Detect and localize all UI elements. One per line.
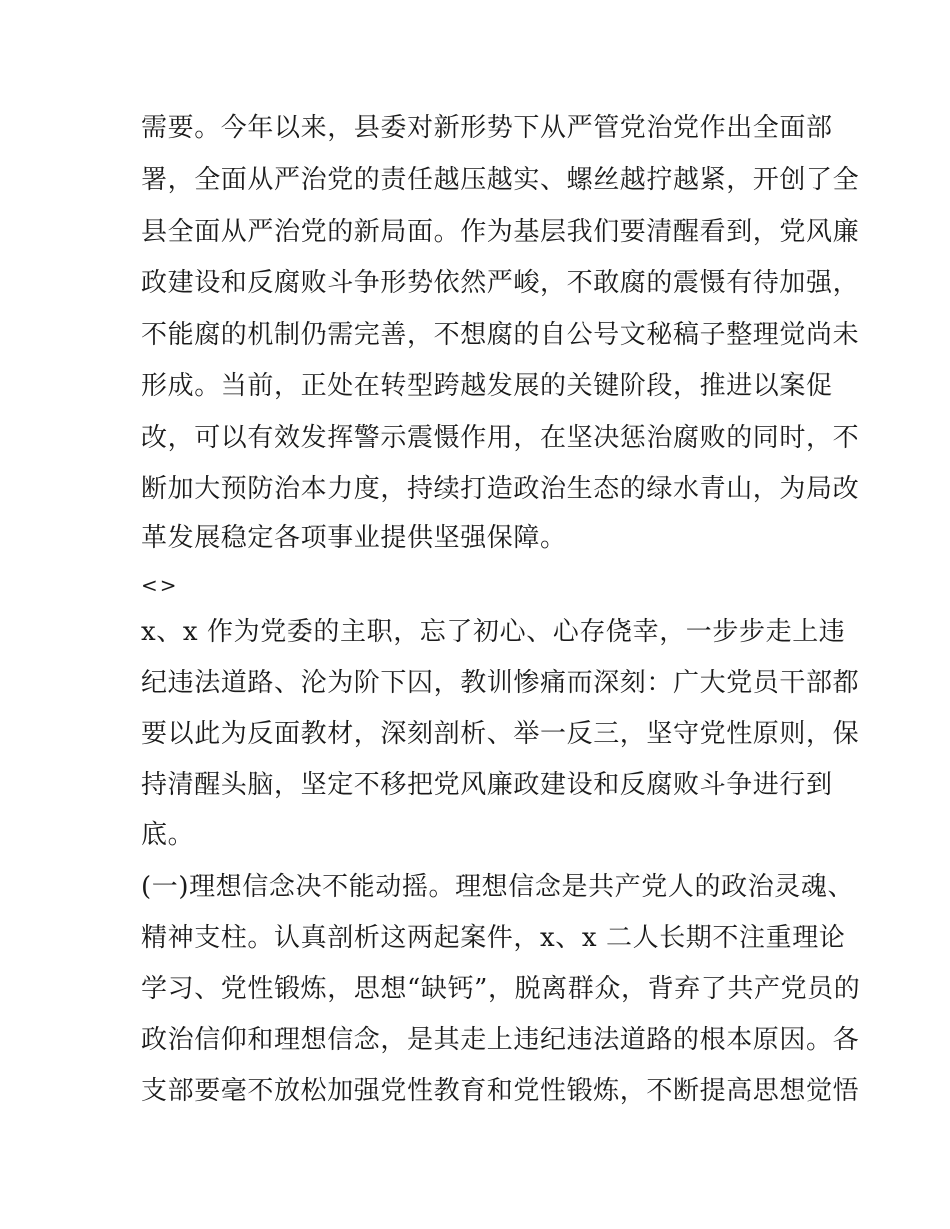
placeholder-marker: <> [141,573,179,597]
text-line: 学习、党性锻炼，思想“缺钙”，脱离群众，背弃了共产党员的 [141,974,861,1004]
text-line: 县全面从严治党的新局面。作为基层我们要清醒看到，党风廉 [141,217,860,247]
text-line: 断加大预防治本力度，持续打造政治生态的绿水青山，为局改 [141,474,860,504]
text-line: 精神支柱。认真剖析这两起案件，x、x 二人长期不注重理论 [141,923,846,953]
text-line: 底。 [141,820,195,850]
section-heading-line: (一)理想信念决不能动摇。理想信念是共产党人的政治灵魂、 [141,872,855,902]
text-line: 持清醒头脑，坚定不移把党风廉政建设和反腐败斗争进行到 [141,770,833,800]
text-line: 不能腐的机制仍需完善，不想腐的自公号文秘稿子整理觉尚未 [141,320,860,350]
text-line: 革发展稳定各项事业提供坚强保障。 [141,523,567,553]
text-line: 改，可以有效发挥警示震慑作用，在坚决惩治腐败的同时，不 [141,423,860,453]
text-line: 需要。今年以来，县委对新形势下从严管党治党作出全面部 [141,113,833,143]
text-line: 署，全面从严治党的责任越压越实、螺丝越拧越紧，开创了全 [141,165,860,195]
text-line: 形成。当前，正处在转型跨越发展的关键阶段，推进以案促 [141,371,833,401]
text-line: 要以此为反面教材，深刻剖析、举一反三，坚守党性原则，保 [141,719,860,749]
text-line: 纪违法道路、沦为阶下囚，教训惨痛而深刻：广大党员干部都 [141,668,860,698]
text-line: 支部要毫不放松加强党性教育和党性锻炼，不断提高思想觉悟 [141,1076,860,1106]
text-line: 政建设和反腐败斗争形势依然严峻，不敢腐的震慑有待加强， [141,268,860,298]
text-line: x、x 作为党委的主职，忘了初心、心存侥幸，一步步走上违 [141,617,846,647]
text-line: 政治信仰和理想信念，是其走上违纪违法道路的根本原因。各 [141,1025,860,1055]
